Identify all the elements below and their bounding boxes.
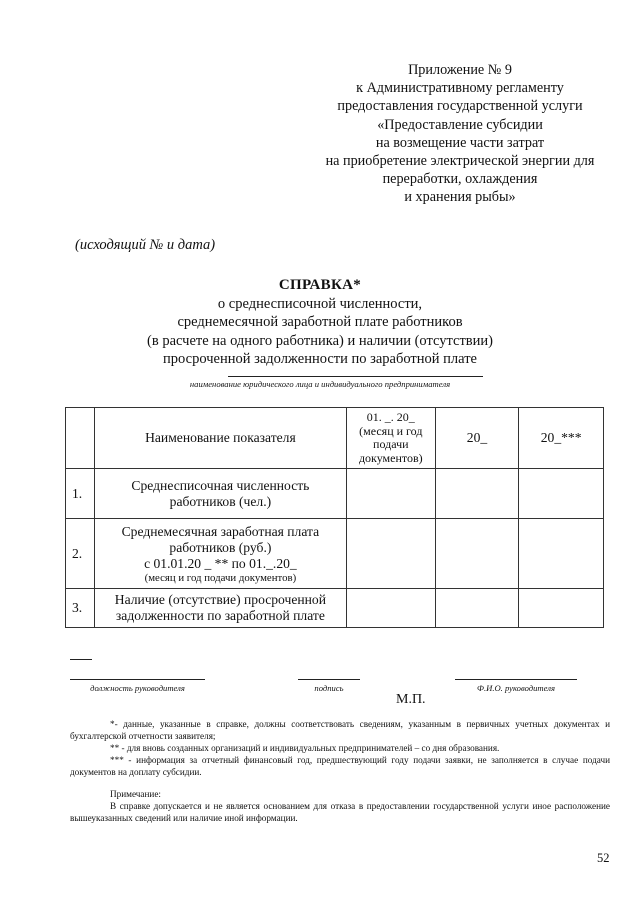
header-date-line: (месяц и год xyxy=(359,423,423,438)
row-value-cell[interactable] xyxy=(519,519,604,589)
row-name-line: с 01.01.20 _ ** по 01._.20_ xyxy=(144,555,297,571)
row-name-line: Среднемесячная заработная плата xyxy=(121,523,320,539)
footnote: *** - информация за отчетный финансовый год, предшествующий году подачи заявки, не заполняется в случае подачи документов на доплату субсидии. xyxy=(70,755,610,777)
outgoing-number-label: (исходящий № и дата) xyxy=(75,237,216,253)
row-value-cell[interactable] xyxy=(435,469,519,519)
header-submission-date xyxy=(346,408,435,469)
row-number: 2. xyxy=(66,519,95,589)
header-year-2: 20_*** xyxy=(519,408,604,469)
appendix-line: предоставления государственной услуги xyxy=(337,98,583,115)
short-dash-line xyxy=(70,659,92,660)
row-value-cell[interactable] xyxy=(346,589,435,628)
signature-line xyxy=(298,679,360,680)
header-indicator-name: Наименование показателя xyxy=(94,408,346,469)
appendix-line: Приложение № 9 xyxy=(408,62,512,78)
row-name-line: Среднесписочная численность xyxy=(131,477,310,493)
header-number-cell xyxy=(66,408,95,469)
footnotes xyxy=(70,718,610,778)
certificate-subtitle-line: о среднесписочной численности, xyxy=(217,295,423,312)
row-value-cell[interactable] xyxy=(346,519,435,589)
header-date-line: документов) xyxy=(358,450,423,465)
organization-name-caption: наименование юридического лица и индивидуального предпринимателя xyxy=(189,379,451,389)
certificate-heading: СПРАВКА* xyxy=(278,277,362,293)
indicators-table xyxy=(65,407,604,628)
row-name-note: (месяц и год подачи документов) xyxy=(144,571,297,584)
table-row xyxy=(66,469,604,519)
row-name-line: Наличие (отсутствие) просроченной xyxy=(114,592,326,607)
footnote: ** - для вновь созданных организаций и индивидуальных предпринимателей – со дня образования. xyxy=(110,743,500,753)
remark-text: В справке допускается и не является основанием для отказа в предоставлении государственной услуги иное расположение вышеуказанных сведений или наличие иной информации. xyxy=(70,801,610,823)
certificate-subtitle-line: просроченной задолженности по заработной плате xyxy=(163,351,477,367)
page-number: 52 xyxy=(597,851,610,865)
row-indicator-name xyxy=(94,469,346,519)
certificate-subtitle-line: среднемесячной заработной плате работников xyxy=(177,314,463,330)
row-indicator-name xyxy=(94,589,346,628)
row-number: 3. xyxy=(66,589,95,628)
appendix-line: к Административному регламенту xyxy=(356,80,564,97)
certificate-title xyxy=(60,276,580,369)
header-date-line: подачи xyxy=(373,437,409,451)
full-name-caption: Ф.И.О. руководителя xyxy=(477,683,555,693)
certificate-subtitle-line: (в расчете на одного работника) и наличии (отсутствии) xyxy=(147,332,493,349)
row-value-cell[interactable] xyxy=(519,589,604,628)
row-name-line: работников (чел.) xyxy=(169,493,272,509)
organization-name-line xyxy=(228,376,483,377)
table-row xyxy=(66,589,604,628)
appendix-line: переработки, охлаждения xyxy=(382,171,538,188)
remark-title: Примечание: xyxy=(110,789,161,799)
table-row xyxy=(66,519,604,589)
remark-section xyxy=(70,788,610,824)
footnote: *- данные, указанные в справке, должны соответствовать сведениям, указанным в первичных учетных документах и бухгалтерской отчетности заявителя; xyxy=(70,719,610,741)
position-caption: должность руководителя xyxy=(90,683,185,693)
signature-caption: подпись xyxy=(314,683,344,693)
row-name-line: работников (руб.) xyxy=(169,539,272,555)
header-year-1: 20_ xyxy=(435,408,519,469)
header-date-line: 01. _. 20_ xyxy=(366,410,415,424)
row-indicator-name xyxy=(94,519,346,589)
appendix-line: «Предоставление субсидии xyxy=(377,116,543,133)
row-name-line: задолженности по заработной плате xyxy=(115,608,325,623)
row-number: 1. xyxy=(66,469,95,519)
appendix-header xyxy=(300,61,620,207)
appendix-line: на приобретение электрической энергии для xyxy=(325,153,595,170)
position-signature-line xyxy=(70,679,205,680)
row-value-cell[interactable] xyxy=(435,519,519,589)
appendix-line: на возмещение части затрат xyxy=(375,134,545,151)
row-value-cell[interactable] xyxy=(519,469,604,519)
stamp-place: М.П. xyxy=(396,692,426,707)
appendix-line: и хранения рыбы» xyxy=(404,189,516,206)
row-value-cell[interactable] xyxy=(346,469,435,519)
table-header-row xyxy=(66,408,604,469)
row-value-cell[interactable] xyxy=(435,589,519,628)
full-name-line xyxy=(455,679,577,680)
